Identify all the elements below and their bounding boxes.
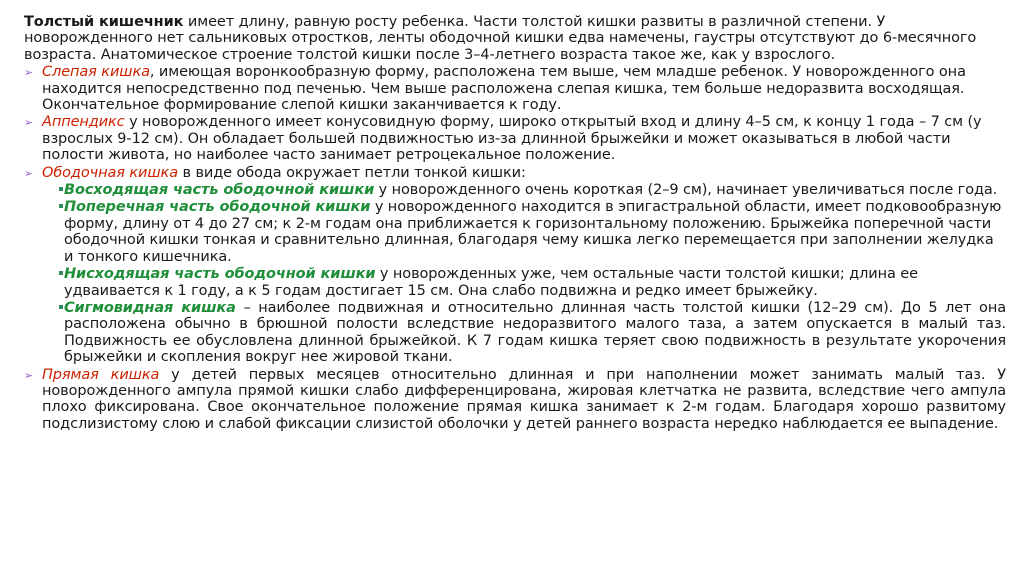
arrow-bullet-icon: ➢	[24, 166, 34, 180]
term-rectum: Прямая кишка	[42, 366, 160, 383]
text-rectum: у детей первых месяцев относительно длинная и при наполнении может занимать малый таз. У новорожденного ампула прямой кишки слабо дифференцирована, жировая клетчатка не развита, вследствие чего ампула плохо фиксирована. Свое окончательное положение прямая кишка занимает к 2-м годам. Благодаря хорошо развитому подслизистому слою и слабой фиксации слизистой оболочки у детей раннего возраста нередко наблюдается ее выпадение.	[42, 366, 1006, 432]
arrow-bullet-icon: ➢	[24, 116, 34, 130]
intro-text: имеет длину, равную росту ребенка. Части толстой кишки развиты в различной степени. У новорожденного нет сальниковых отростков, ленты ободочной кишки едва намечены, гаустры отсутствуют до 6-месячного возраста. Анатомическое строение толстой кишки после 3–4-летнего возраста такое же, как у взрослого.	[24, 14, 977, 63]
term-descending: Нисходящая часть ободочной кишки	[64, 266, 376, 283]
list-item-colon	[24, 165, 1006, 181]
sub-item-descending	[24, 266, 1006, 299]
sub-item-ascending	[24, 182, 1006, 198]
text-sigmoid: – наиболее подвижная и относительно длинная часть толстой кишки (12–29 см). До 5 лет она расположена обычно в брюшной полости вследствие недоразвитого малого таза, а затем опускается в малый таз. Подвижность ее обусловлена длинной брыжейкой. К 7 годам кишка теряет свою подвижность в результате укорочения брыжейки и скопления вокруг нее жировой ткани.	[64, 299, 1006, 366]
sub-item-transverse	[24, 199, 1006, 265]
square-bullet-icon	[59, 305, 63, 309]
term-colon: Ободочная кишка	[42, 164, 178, 181]
square-bullet-icon	[59, 187, 63, 191]
text-cecum: , имеющая воронкообразную форму, расположена тем выше, чем младше ребенок. У новорожденного она находится непосредственно под печенью. Чем выше расположена слепая кишка, тем больше недоразвита восходящая. Окончательное формирование слепой кишки заканчивается к году.	[42, 64, 966, 114]
list-item-rectum	[24, 367, 1006, 433]
intro-paragraph	[24, 14, 1006, 63]
text-transverse: у новорожденного находится в эпигастральной области, имеет подковообразную форму, длину от 4 до 27 см; к 2-м годам она приближается к горизонтальному положению. Брыжейка поперечной части ободочной кишки тонкая и сравнительно длинная, благодаря чему кишка легко перемещается при заполнении желудка и тонкого кишечника.	[64, 199, 1002, 265]
square-bullet-icon	[59, 271, 63, 275]
term-ascending: Восходящая часть ободочной кишки	[64, 182, 375, 199]
term-transverse: Поперечная часть ободочной кишки	[64, 199, 371, 216]
text-appendix: у новорожденного имеет конусовидную форму, широко открытый вход и длину 4–5 см, к концу 1 года – 7 см (у взрослых 9-12 см). Он обладает большей подвижностью из-за длинной брыжейки и может оказываться в любой части полости живота, но наиболее часто занимает ретроцекальное положение.	[42, 114, 982, 164]
term-sigmoid: Сигмовидная кишка	[64, 299, 236, 316]
term-appendix: Аппендикс	[42, 114, 125, 131]
text-descending: у новорожденных уже, чем остальные части толстой кишки; длина ее удваивается к 1 году, а к 5 годам достигает 15 см. Она слабо подвижна и редко имеет брыжейку.	[64, 266, 918, 299]
square-bullet-icon	[59, 204, 63, 208]
list-item-appendix	[24, 114, 1006, 163]
text-ascending: у новорожденного очень короткая (2–9 см), начинает увеличиваться после года.	[374, 182, 998, 199]
term-cecum: Слепая кишка	[42, 64, 150, 81]
arrow-bullet-icon: ➢	[24, 66, 34, 80]
list-item-cecum	[24, 64, 1006, 113]
arrow-bullet-icon: ➢	[24, 368, 34, 382]
intro-term: Толстый кишечник	[24, 14, 184, 30]
text-colon: в виде обода окружает петли тонкой кишки:	[177, 164, 526, 181]
sub-item-sigmoid	[24, 300, 1006, 366]
